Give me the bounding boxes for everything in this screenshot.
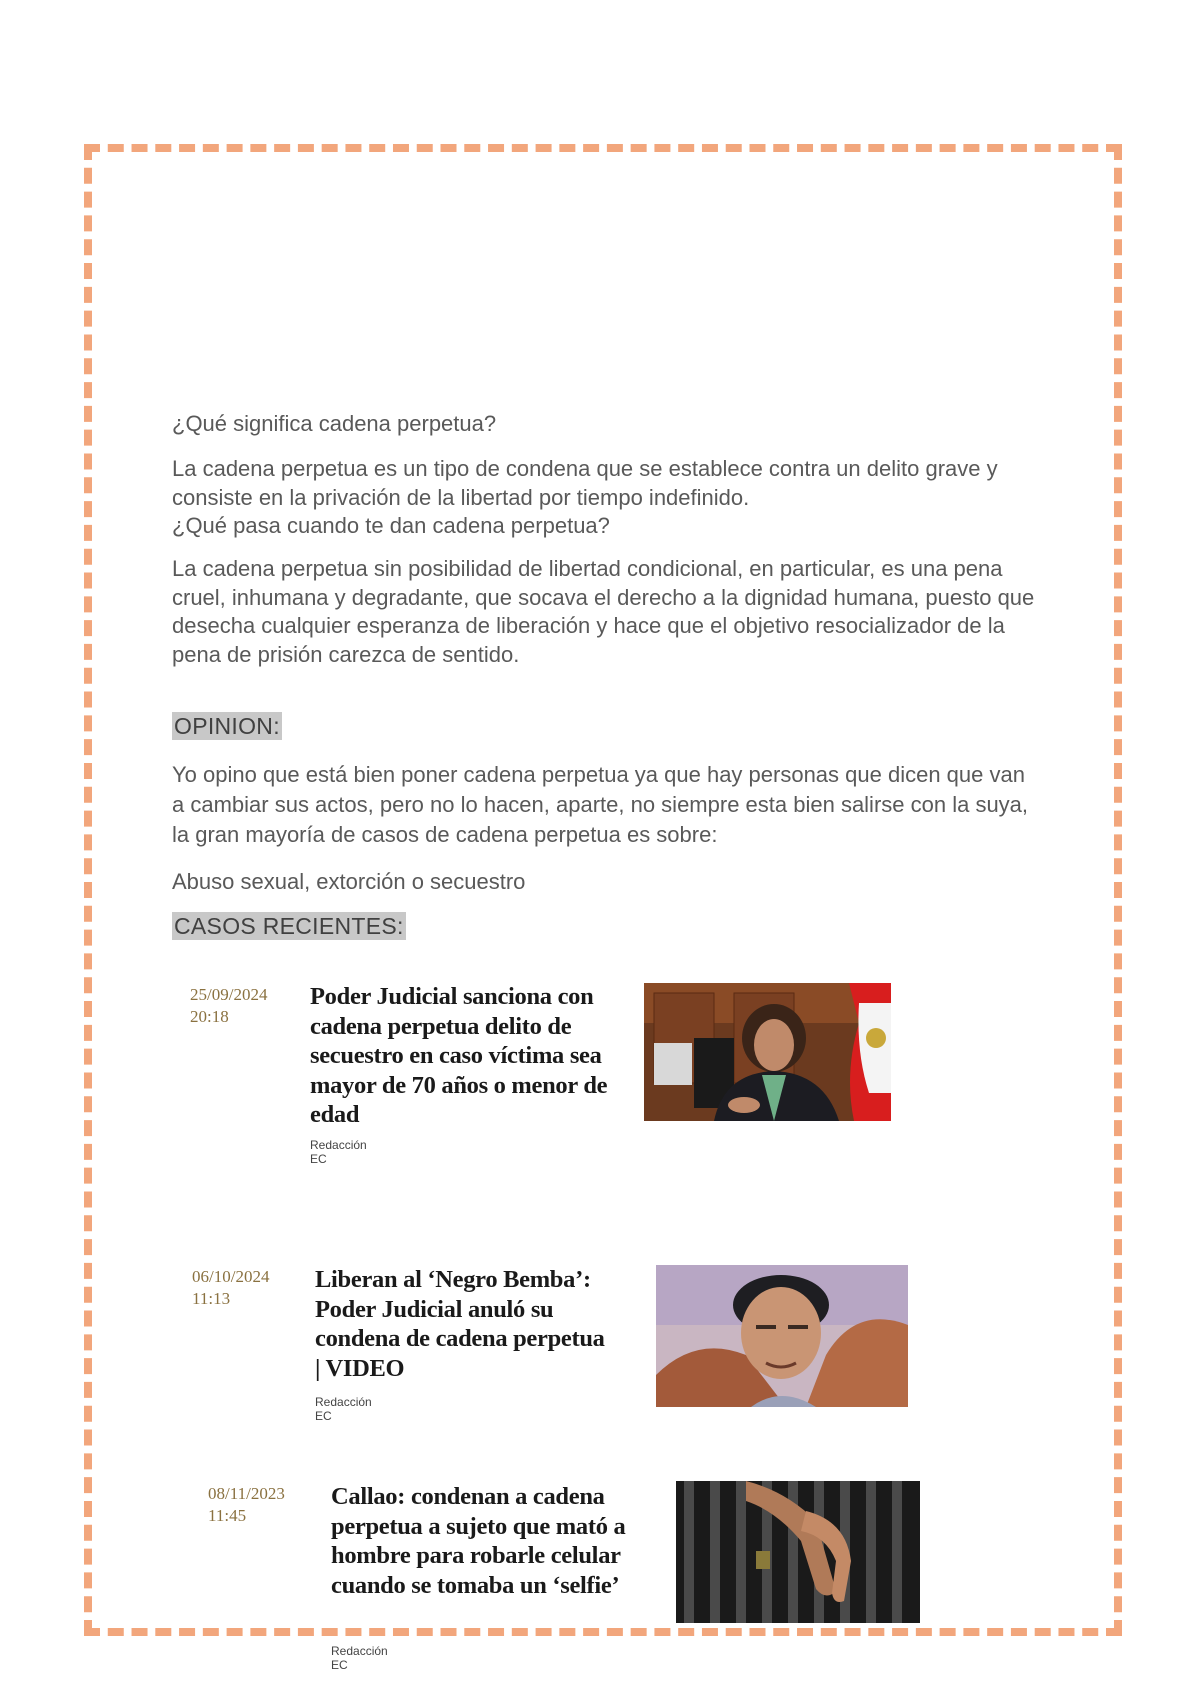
news-byline: Redacción EC	[315, 1395, 372, 1423]
news-time: 11:45	[208, 1506, 247, 1525]
crime-list: Abuso sexual, extorción o secuestro	[172, 869, 526, 894]
news-headline[interactable]: Poder Judicial sanciona con cadena perpetua delito de secuestro en caso víctima sea mayor de 70 años o menor de edad	[310, 983, 608, 1128]
question-consequence: ¿Qué pasa cuando te dan cadena perpetua?	[172, 513, 610, 538]
news-byline: Redacción EC	[310, 1138, 367, 1166]
news-photo-judge[interactable]	[644, 983, 891, 1121]
news-date: 06/10/2024	[192, 1267, 270, 1286]
answer-consequence: La cadena perpetua sin posibilidad de libertad condicional, en particular, es una pena cruel, inhumana y degradante, que socava el derecho a la dignidad humana, puesto que desecha cualquier esperanza de liberación y hace que el objetivo resocializador de la pena de prisión carezca de sentido.	[172, 556, 1035, 667]
news-date: 25/09/2024	[190, 985, 268, 1004]
news-headline[interactable]: Liberan al ‘Negro Bemba’: Poder Judicial anuló su condena de cadena perpetua | VIDEO	[315, 1266, 605, 1382]
cases-heading: CASOS RECIENTES:	[174, 913, 404, 939]
news-byline: Redacción EC	[331, 1644, 388, 1672]
news-date: 08/11/2023	[208, 1484, 285, 1503]
news-headline[interactable]: Callao: condenan a cadena perpetua a sujeto que mató a hombre para robarle celular cuando se tomaba un ‘selfie’	[331, 1483, 626, 1599]
news-photo-prison[interactable]	[676, 1481, 920, 1623]
answer-meaning: La cadena perpetua es un tipo de condena que se establece contra un delito grave y consiste en la privación de la libertad por tiempo indefinido.	[172, 456, 998, 510]
news-photo-man[interactable]	[656, 1265, 908, 1407]
opinion-text: Yo opino que está bien poner cadena perpetua ya que hay personas que dicen que van a cambiar sus actos, pero no lo hacen, aparte, no siempre esta bien salirse con la suya, la gran mayoría de casos de cadena perpetua es sobre:	[172, 762, 1029, 847]
news-time: 11:13	[192, 1289, 231, 1308]
news-time: 20:18	[190, 1007, 229, 1026]
opinion-heading: OPINION:	[174, 713, 280, 739]
question-meaning: ¿Qué significa cadena perpetua?	[172, 411, 497, 436]
